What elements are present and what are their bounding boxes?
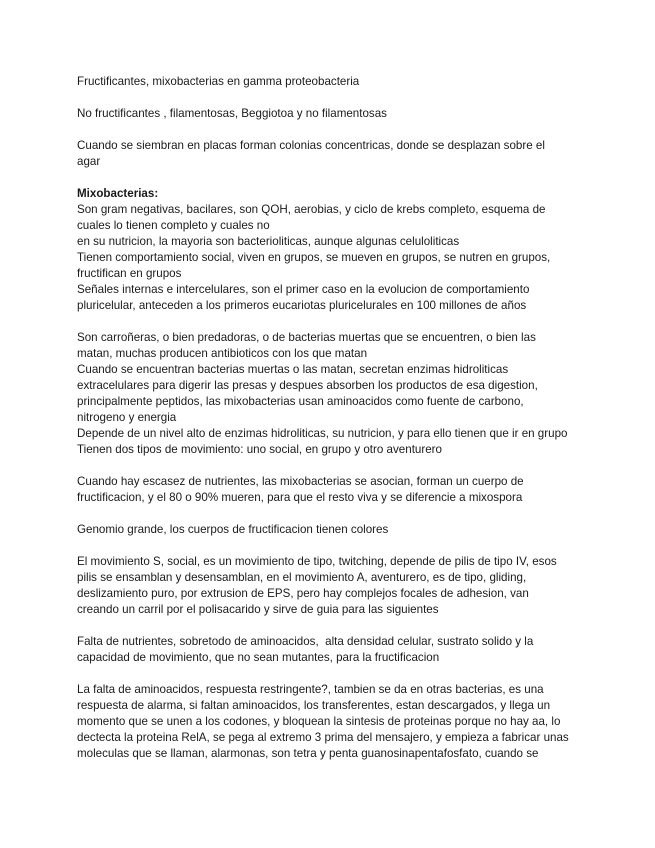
text-line: Tienen comportamiento social, viven en grupos, se mueven en grupos, se nutren en grupos, — [77, 251, 551, 264]
text-line: El movimiento S, social, es un movimiento de tipo, twitching, depende de pilis de tipo IV, esos — [77, 555, 557, 568]
text-line: cuales lo tienen completo y cuales no — [77, 219, 270, 232]
text-line: pilis se ensamblan y desensamblan, en el movimiento A, aventurero, es de tipo, gliding, — [77, 571, 527, 584]
text-line: La falta de aminoacidos, respuesta restringente?, tambien se da en otras bacterias, es una — [77, 683, 544, 696]
text-line: nitrogeno y energia — [77, 411, 177, 424]
paragraph — [77, 138, 587, 170]
text-line: Genomio grande, los cuerpos de fructificacion tienen colores — [77, 523, 389, 536]
text-line: agar — [77, 155, 101, 168]
text-line: moleculas que se llaman, alarmonas, son tetra y penta guanosinapentafosfato, cuando se — [77, 747, 539, 760]
text-line: respuesta de alarma, si faltan aminoacidos, los transferentes, estan descargados, y llega un — [77, 699, 551, 712]
text-line: en su nutricion, la mayoria son bacterioliticas, aunque algunas celuloliticas — [77, 235, 460, 248]
text-line: Son carroñeras, o bien predadoras, o de bacterias muertas que se encuentren, o bien las — [77, 331, 536, 344]
section-heading: Mixobacterias: — [77, 187, 159, 200]
paragraph — [77, 682, 587, 762]
text-line: Falta de nutrientes, sobretodo de aminoacidos, alta densidad celular, sustrato solido y la — [77, 635, 534, 648]
text-line: Fructificantes, mixobacterias en gamma proteobacteria — [77, 75, 360, 88]
paragraph — [77, 634, 587, 666]
text-line: Tienen dos tipos de movimiento: uno social, en grupo y otro aventurero — [77, 443, 442, 456]
text-line: deslizamiento puro, por extrusion de EPS, pero hay complejos focales de adhesion, van — [77, 587, 529, 600]
paragraph — [77, 106, 587, 122]
paragraph — [77, 330, 587, 458]
paragraph — [77, 554, 587, 618]
text-line: Cuando se siembran en placas forman colonias concentricas, donde se desplazan sobre el — [77, 139, 545, 152]
text-line: fructifican en grupos — [77, 267, 182, 280]
text-line: Cuando hay escasez de nutrientes, las mixobacterias se asocian, forman un cuerpo de — [77, 475, 524, 488]
document-page — [77, 74, 587, 778]
paragraph — [77, 186, 587, 314]
text-line: No fructificantes , filamentosas, Beggiotoa y no filamentosas — [77, 107, 387, 120]
text-line: Cuando se encuentran bacterias muertas o las matan, secretan enzimas hidroliticas — [77, 363, 509, 376]
text-line: momento que se unen a los codones, y bloquean la sintesis de proteinas porque no hay aa, lo — [77, 715, 561, 728]
paragraph — [77, 474, 587, 506]
paragraph — [77, 74, 587, 90]
text-line: capacidad de movimiento, que no sean mutantes, para la fructificacion — [77, 651, 440, 664]
text-line: principalmente peptidos, las mixobacterias usan aminoacidos como fuente de carbono, — [77, 395, 524, 408]
text-line: Señales internas e intercelulares, son el primer caso en la evolucion de comportamiento — [77, 283, 530, 296]
text-line: Son gram negativas, bacilares, son QOH, aerobias, y ciclo de krebs completo, esquema de — [77, 203, 546, 216]
text-line: extracelulares para digerir las presas y despues absorben los productos de esa digestion, — [77, 379, 538, 392]
paragraph — [77, 522, 587, 538]
text-line: pluricelular, anteceden a los primeros eucariotas pluricelurales en 100 millones de años — [77, 299, 527, 312]
text-line: creando un carril por el polisacarido y sirve de guia para las siguientes — [77, 603, 439, 616]
text-line: dectecta la proteina RelA, se pega al extremo 3 prima del mensajero, y empieza a fabricar unas — [77, 731, 569, 744]
text-line: matan, muchas producen antibioticos con los que matan — [77, 347, 368, 360]
text-line: Depende de un nivel alto de enzimas hidroliticas, su nutricion, y para ello tienen que ir en grupo — [77, 427, 568, 440]
text-line: fructificacion, y el 80 o 90% mueren, para que el resto viva y se diferencie a mixospora — [77, 491, 523, 504]
